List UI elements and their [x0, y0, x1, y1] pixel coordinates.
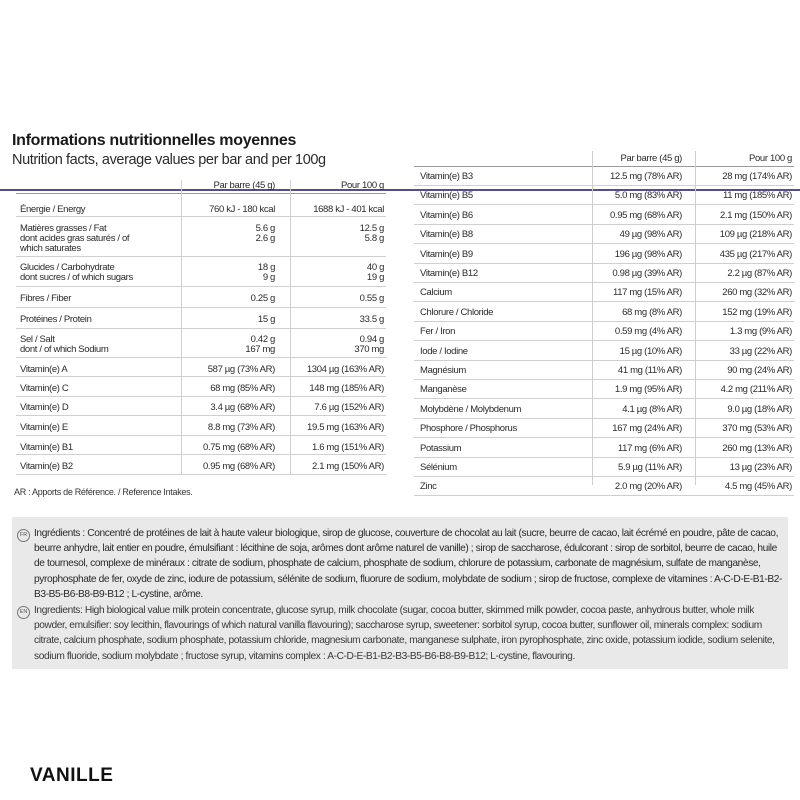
value-per-100g: 152 mg (19% AR)	[722, 307, 792, 318]
row-divider	[414, 340, 794, 341]
row-divider	[16, 328, 386, 329]
value-per-100g: 9.0 µg (18% AR)	[727, 404, 792, 415]
value-per-bar: 68 mg (8% AR)	[622, 307, 682, 318]
nutrient-label: Matières grasses / Fat	[20, 223, 107, 234]
nutrient-label: Calcium	[420, 287, 452, 298]
nutrient-label: Vitamin(e) E	[20, 422, 68, 433]
row-divider	[414, 495, 794, 496]
nutrient-label: Vitamin(e) B9	[420, 249, 473, 260]
value-per-bar: 3.4 µg (68% AR)	[210, 402, 275, 413]
value-per-100g: 12.5 g	[359, 223, 384, 234]
table-header-rule	[414, 166, 794, 167]
nutrient-label: dont acides gras saturés / of	[20, 233, 130, 244]
nutrient-label: Protéines / Protein	[20, 314, 92, 325]
row-divider	[414, 360, 794, 361]
value-per-100g: 2.2 µg (87% AR)	[727, 268, 792, 279]
value-per-bar: 0.59 mg (4% AR)	[614, 326, 682, 337]
row-divider	[414, 282, 794, 283]
row-divider	[414, 418, 794, 419]
value-per-bar: 0.95 mg (68% AR)	[609, 210, 682, 221]
row-divider	[16, 474, 386, 475]
value-per-bar: 4.1 µg (8% AR)	[622, 404, 682, 415]
nutrient-label: Vitamin(e) B5	[420, 190, 473, 201]
row-divider	[16, 307, 386, 308]
value-per-100g: 260 mg (32% AR)	[722, 287, 792, 298]
column-header-per-100g: Pour 100 g	[341, 180, 384, 191]
column-divider	[695, 151, 696, 485]
row-divider	[16, 357, 386, 358]
value-per-bar: 760 kJ - 180 kcal	[209, 204, 275, 215]
value-per-100g: 1.3 mg (9% AR)	[729, 326, 792, 337]
nutrition-table-left	[16, 180, 386, 480]
fr-language-badge: FR	[17, 529, 30, 542]
row-divider	[16, 286, 386, 287]
value-per-100g: 19.5 mg (163% AR)	[307, 422, 384, 433]
row-divider	[414, 398, 794, 399]
nutrition-table-right	[414, 151, 794, 491]
row-divider	[414, 476, 794, 477]
value-per-bar: 5.0 mg (83% AR)	[614, 190, 682, 201]
row-divider	[414, 185, 794, 186]
value-per-100g: 5.8 g	[364, 233, 384, 244]
value-per-bar: 2.6 g	[255, 233, 275, 244]
value-per-bar: 12.5 mg (78% AR)	[609, 171, 682, 182]
value-per-bar: 15 g	[257, 314, 275, 325]
row-divider	[16, 435, 386, 436]
nutrient-label: Sel / Salt	[20, 334, 55, 345]
nutrient-label: Zinc	[420, 481, 437, 492]
row-divider	[414, 243, 794, 244]
nutrient-label: Molybdène / Molybdenum	[420, 404, 522, 415]
row-divider	[414, 224, 794, 225]
nutrient-label: Fer / Iron	[420, 326, 456, 337]
value-per-100g: 0.55 g	[359, 293, 384, 304]
value-per-bar: 49 µg (98% AR)	[619, 229, 682, 240]
nutrient-label: Vitamin(e) B2	[20, 461, 73, 472]
value-per-100g: 109 µg (218% AR)	[719, 229, 792, 240]
table-header-rule	[16, 193, 386, 194]
value-per-100g: 2.1 mg (150% AR)	[311, 461, 384, 472]
row-divider	[414, 204, 794, 205]
nutrient-label: Vitamin(e) C	[20, 383, 69, 394]
nutrient-label: Potassium	[420, 443, 462, 454]
nutrient-label: Phosphore / Phosphorus	[420, 423, 517, 434]
row-divider	[414, 263, 794, 264]
value-per-100g: 2.1 mg (150% AR)	[719, 210, 792, 221]
value-per-100g: 13 µg (23% AR)	[729, 462, 792, 473]
value-per-100g: 4.2 mg (211% AR)	[720, 384, 792, 395]
value-per-100g: 4.5 mg (45% AR)	[724, 481, 792, 492]
nutrient-label: Chlorure / Chloride	[420, 307, 494, 318]
row-divider	[16, 454, 386, 455]
value-per-100g: 33 µg (22% AR)	[729, 346, 792, 357]
nutrient-label: Iode / Iodine	[420, 346, 468, 357]
value-per-100g: 148 mg (185% AR)	[309, 383, 384, 394]
value-per-100g: 370 mg (53% AR)	[722, 423, 792, 434]
nutrient-label: Vitamin(e) B3	[420, 171, 473, 182]
value-per-100g: 28 mg (174% AR)	[722, 171, 792, 182]
ingredients-en: Ingredients: High biological value milk protein concentrate, glucose syrup, milk chocolate (sugar, cocoa butter, skimmed milk powder, cocoa paste, anhydrous butter, whole milk powder, emulsifier: soy lecithin, flavourings of which natural vanilla flavouring); saccharose syrup, sweetener: sorbitol syrup, cocoa butter, sunflower oil, minerals complex: sodium citrate, calcium phosphate, sodium phosphate, potassium chloride, magnesium carbonate, manganese sulphate, iron pyrophosphate, zinc oxide, potassium iodide, sodium selenite, sodium fluoride, sodium molybdate ; fructose syrup, vitamins complex : A-C-D-E-B1-B2-B3-B5-B6-B8-B9-B12; L-cystine, flavouring.	[34, 605, 775, 662]
row-divider	[414, 457, 794, 458]
value-per-100g: 0.94 g	[359, 334, 384, 345]
value-per-100g: 1688 kJ - 401 kcal	[313, 204, 384, 215]
nutrient-label: Vitamin(e) B1	[20, 442, 73, 453]
value-per-bar: 68 mg (85% AR)	[210, 383, 275, 394]
value-per-bar: 2.0 mg (20% AR)	[614, 481, 682, 492]
value-per-bar: 1.9 mg (95% AR)	[614, 384, 682, 395]
nutrient-label: Sélénium	[420, 462, 457, 473]
value-per-bar: 8.8 mg (73% AR)	[207, 422, 275, 433]
page-title: Informations nutritionnelles moyennes	[12, 132, 297, 149]
row-divider	[16, 415, 386, 416]
value-per-100g: 19 g	[366, 272, 384, 283]
nutrient-label: Manganèse	[420, 384, 467, 395]
value-per-bar: 18 g	[257, 262, 275, 273]
value-per-100g: 370 mg	[354, 344, 384, 355]
value-per-bar: 5.9 µg (11% AR)	[618, 462, 682, 473]
value-per-100g: 7.6 µg (152% AR)	[314, 402, 384, 413]
row-divider	[414, 321, 794, 322]
nutrient-label: dont sucres / of which sugars	[20, 272, 133, 283]
row-divider	[414, 437, 794, 438]
reference-intakes-note: AR : Apports de Référence. / Reference Intakes.	[14, 487, 193, 497]
value-per-bar: 196 µg (98% AR)	[614, 249, 682, 260]
value-per-bar: 0.42 g	[250, 334, 275, 345]
value-per-100g: 260 mg (13% AR)	[722, 443, 792, 454]
row-divider	[16, 396, 386, 397]
nutrient-label: Glucides / Carbohydrate	[20, 262, 115, 273]
value-per-bar: 0.75 mg (68% AR)	[202, 442, 275, 453]
row-divider	[414, 301, 794, 302]
flavor-label: VANILLE	[30, 765, 114, 786]
column-divider	[592, 151, 593, 485]
nutrient-label: Fibres / Fiber	[20, 293, 72, 304]
value-per-bar: 587 µg (73% AR)	[207, 364, 275, 375]
nutrient-label: dont / of which Sodium	[20, 344, 109, 355]
value-per-bar: 41 mg (11% AR)	[617, 365, 682, 376]
nutrient-label: Vitamin(e) D	[20, 402, 69, 413]
nutrient-label: Vitamin(e) A	[20, 364, 68, 375]
nutrient-label: Énergie / Energy	[20, 204, 86, 215]
nutrient-label: Vitamin(e) B8	[420, 229, 473, 240]
value-per-bar: 15 µg (10% AR)	[619, 346, 682, 357]
nutrient-label: Vitamin(e) B6	[420, 210, 473, 221]
nutrient-label: which saturates	[20, 243, 81, 254]
value-per-bar: 9 g	[262, 272, 275, 283]
row-divider	[414, 379, 794, 380]
value-per-bar: 0.98 µg (39% AR)	[612, 268, 682, 279]
value-per-100g: 33.5 g	[359, 314, 384, 325]
column-header-per-bar: Par barre (45 g)	[620, 153, 682, 164]
row-divider	[16, 376, 386, 377]
value-per-bar: 0.95 mg (68% AR)	[202, 461, 275, 472]
value-per-100g: 40 g	[366, 262, 384, 273]
row-divider	[16, 216, 386, 217]
column-header-per-bar: Par barre (45 g)	[213, 180, 275, 191]
value-per-100g: 435 µg (217% AR)	[719, 249, 792, 260]
ingredients-fr: Ingrédients : Concentré de protéines de lait à haute valeur biologique, sirop de glucose, couverture de chocolat au lait (sucre, beurre de cacao, lait écrémé en poudre, pâte de cacao, beurre anhydre, lait entier en poudre, émulsifiant : lécithine de soja, arômes dont arôme naturel de vanille) ; sirop de saccharose, édulcorant : sirop de sorbitol, beurre de cacao, huile de tournesol, complexe de minéraux : citrate de sodium, phosphate de calcium, phosphate de sodium, chlorure de potassium, carbonate de magnésium, sulfate de manganèse, pyrophosphate de fer, oxyde de zinc, iodure de potassium, sélénite de sodium, fluorure de sodium, molybdate de sodium ; sirop de fructose, complexe de vitamines : A-C-D-E-B1-B2-B3-B5-B6-B8-B9-B12 ; L-cystine, arôme.	[34, 528, 783, 600]
value-per-100g: 11 mg (185% AR)	[722, 190, 792, 201]
nutrient-label: Magnésium	[420, 365, 466, 376]
value-per-bar: 0.25 g	[250, 293, 275, 304]
row-divider	[16, 256, 386, 257]
value-per-bar: 167 mg (24% AR)	[612, 423, 682, 434]
value-per-100g: 1.6 mg (151% AR)	[311, 442, 384, 453]
value-per-bar: 5.6 g	[255, 223, 275, 234]
value-per-bar: 117 mg (6% AR)	[617, 443, 682, 454]
nutrient-label: Vitamin(e) B12	[420, 268, 478, 279]
en-language-badge: EN	[17, 606, 30, 619]
page-subtitle: Nutrition facts, average values per bar and per 100g	[12, 152, 326, 168]
value-per-100g: 1304 µg (163% AR)	[306, 364, 384, 375]
value-per-100g: 90 mg (24% AR)	[727, 365, 792, 376]
column-header-per-100g: Pour 100 g	[749, 153, 792, 164]
value-per-bar: 167 mg	[245, 344, 275, 355]
value-per-bar: 117 mg (15% AR)	[612, 287, 682, 298]
